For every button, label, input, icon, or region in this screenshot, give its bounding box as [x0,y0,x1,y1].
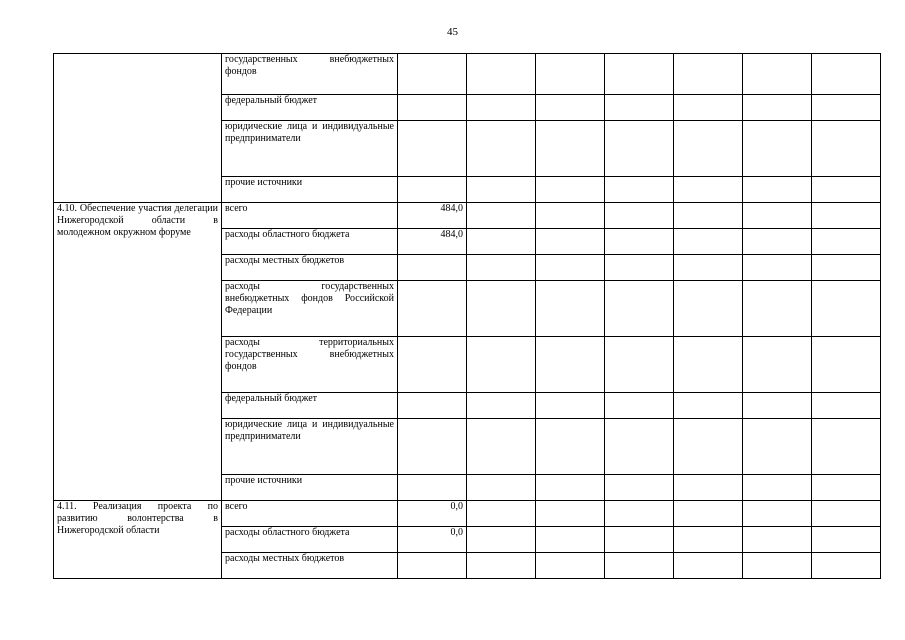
empty-cell [605,281,674,337]
empty-cell [674,281,743,337]
funding-source-cell: прочие источники [222,177,398,203]
empty-cell [467,501,536,527]
empty-cell [812,419,881,475]
empty-cell [536,527,605,553]
empty-cell [536,393,605,419]
empty-cell [605,337,674,393]
table-row [54,54,881,95]
empty-cell [812,255,881,281]
empty-cell [467,281,536,337]
empty-cell [605,255,674,281]
empty-cell [743,95,812,121]
empty-cell [536,54,605,95]
empty-cell [743,203,812,229]
empty-cell [536,419,605,475]
empty-cell [536,337,605,393]
empty-cell [812,553,881,579]
page-number: 45 [447,26,458,38]
empty-cell [536,501,605,527]
empty-cell [812,475,881,501]
value-cell [398,95,467,121]
value-cell: 0,0 [398,501,467,527]
empty-cell [605,229,674,255]
empty-cell [605,177,674,203]
empty-cell [536,203,605,229]
value-cell [398,255,467,281]
empty-cell [812,177,881,203]
value-cell [398,121,467,177]
empty-cell [743,501,812,527]
funding-source-cell: всего [222,203,398,229]
empty-cell [812,229,881,255]
empty-cell [674,255,743,281]
empty-cell [605,121,674,177]
empty-cell [467,475,536,501]
empty-cell [812,527,881,553]
funding-source-cell: прочие источники [222,475,398,501]
empty-cell [674,203,743,229]
empty-cell [812,54,881,95]
funding-source-cell: расходы местных бюджетов [222,553,398,579]
empty-cell [743,337,812,393]
empty-cell [674,177,743,203]
empty-cell [536,95,605,121]
empty-cell [674,475,743,501]
empty-cell [674,553,743,579]
empty-cell [467,553,536,579]
empty-cell [605,419,674,475]
empty-cell [536,177,605,203]
funding-source-cell: расходы местных бюджетов [222,255,398,281]
empty-cell [743,281,812,337]
empty-cell [467,54,536,95]
value-cell [398,337,467,393]
empty-cell [536,475,605,501]
empty-cell [536,121,605,177]
table-row [54,203,881,229]
empty-cell [605,203,674,229]
empty-cell [674,393,743,419]
empty-cell [674,95,743,121]
empty-cell [674,121,743,177]
funding-source-cell: всего [222,501,398,527]
empty-cell [743,553,812,579]
funding-source-cell: федеральный бюджет [222,95,398,121]
empty-cell [674,501,743,527]
value-cell [398,281,467,337]
value-cell [398,177,467,203]
empty-cell [605,527,674,553]
empty-cell [674,229,743,255]
funding-source-cell: расходы государственных внебюджетных фондов Российской Федерации [222,281,398,337]
empty-cell [743,177,812,203]
empty-cell [743,475,812,501]
empty-cell [674,337,743,393]
empty-cell [536,281,605,337]
empty-cell [467,229,536,255]
empty-cell [812,393,881,419]
funding-source-cell: юридические лица и индивидуальные предприниматели [222,121,398,177]
value-cell: 484,0 [398,229,467,255]
empty-cell [743,121,812,177]
funding-source-cell: расходы территориальных государственных внебюджетных фондов [222,337,398,393]
funding-source-cell: государственных внебюджетных фондов [222,54,398,95]
value-cell [398,553,467,579]
empty-cell [605,95,674,121]
value-cell [398,393,467,419]
empty-cell [605,553,674,579]
empty-cell [467,419,536,475]
empty-cell [536,553,605,579]
empty-cell [812,95,881,121]
budget-table [53,53,881,579]
empty-cell [467,527,536,553]
empty-cell [812,337,881,393]
empty-cell [812,281,881,337]
activity-name-cell: 4.11. Реализация проекта по развитию волонтерства в Нижегородской области [54,501,222,579]
empty-cell [467,337,536,393]
empty-cell [743,255,812,281]
activity-name-cell: 4.10. Обеспечение участия делегации Нижегородской области в молодежном окружном форуме [54,203,222,501]
empty-cell [605,475,674,501]
empty-cell [674,527,743,553]
empty-cell [536,255,605,281]
table-row [54,501,881,527]
empty-cell [467,177,536,203]
empty-cell [605,54,674,95]
funding-source-cell: расходы областного бюджета [222,527,398,553]
empty-cell [467,203,536,229]
empty-cell [812,121,881,177]
activity-name-cell [54,54,222,203]
value-cell [398,54,467,95]
empty-cell [467,95,536,121]
empty-cell [674,54,743,95]
empty-cell [605,501,674,527]
empty-cell [467,255,536,281]
value-cell: 0,0 [398,527,467,553]
empty-cell [743,54,812,95]
funding-source-cell: федеральный бюджет [222,393,398,419]
empty-cell [674,419,743,475]
value-cell [398,419,467,475]
funding-source-cell: расходы областного бюджета [222,229,398,255]
funding-source-cell: юридические лица и индивидуальные предприниматели [222,419,398,475]
empty-cell [467,121,536,177]
empty-cell [743,393,812,419]
value-cell: 484,0 [398,203,467,229]
empty-cell [743,527,812,553]
empty-cell [812,203,881,229]
empty-cell [743,419,812,475]
empty-cell [605,393,674,419]
empty-cell [812,501,881,527]
value-cell [398,475,467,501]
empty-cell [536,229,605,255]
empty-cell [467,393,536,419]
empty-cell [743,229,812,255]
